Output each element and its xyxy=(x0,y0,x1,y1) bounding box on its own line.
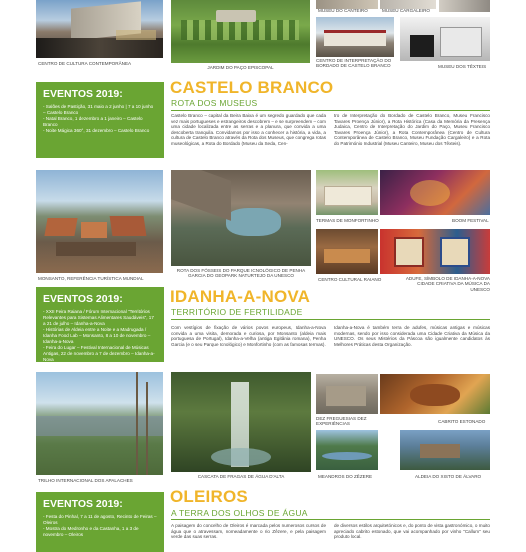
photo-bordado xyxy=(316,17,394,57)
caption-trilho-apalaches: TRILHO INTERNACIONAL DOS APALACHES xyxy=(38,478,133,483)
events-title: EVENTOS 2019: xyxy=(43,293,123,305)
body-text-col2: de diversos estilos arquitetónicos e, do ponto de vista gastronómico, o muito apreciado cabrito estonado, que vai acompanhado por vinho "Callum" seu produto local. xyxy=(334,523,490,540)
photo-jardim-paco xyxy=(171,0,310,63)
caption-jardim-paco: JARDIM DO PAÇO EPISCOPAL xyxy=(207,65,274,70)
event-item: - Histórias de Aldeia entre a Noite e a Madrugada / Idanha Food Lab – Monsanto, 8 a 10 de novembro – Idanha-a-Nova xyxy=(43,327,151,344)
events-title: EVENTOS 2019: xyxy=(43,498,123,510)
events-list xyxy=(43,309,157,363)
caption-aldeia-xisto: ALDEIA DO XISTO DE ÁLVARO xyxy=(415,474,482,479)
photo-centro-cultura xyxy=(36,0,163,58)
events-box-idanha xyxy=(36,287,164,362)
caption-penha-garcia: ROTA DOS FÓSSEIS DO PARQUE ICNOLÓGICO DE PENHA GARCIA DO GEOPARK NATURTEJO DA UNESCO xyxy=(176,268,306,279)
events-list xyxy=(43,514,157,538)
caption-centro-cultural-raiano: CENTRO CULTURAL RAIANO xyxy=(318,277,382,282)
section-title: OLEIROS xyxy=(170,487,248,506)
photo-monsanto xyxy=(36,170,163,273)
caption-monsanto: MONSANTO, REFERÊNCIA TURÍSTICA MUNDIAL xyxy=(38,276,144,281)
body-text-col1: Castelo Branco – capital da Beira Baixa é um segredo guardado que cada vez mais portugueses e estrangeiros descobrem – e se surpreendem – com uma cidade localizada entre as serras e a planura, que convida a uma descoberta tranquila. Convidamos por isso a conhecer a história, a vida, a cultura de Castelo Branco através da Rota dos Museus, que congrega rotas museológicas, a Rota do Bordado (Museu da Seda, Cen- xyxy=(171,113,326,146)
caption-boom-festival: BOOM FESTIVAL xyxy=(452,218,489,223)
caption-bordado: CENTRO DE INTERPRETAÇÃO DO BORDADO DE CASTELO BRANCO xyxy=(316,58,392,69)
events-box-oleiros xyxy=(36,492,164,552)
event-item: - Natal Branco, 1 dezembro a 1 janeiro – Castelo Branco xyxy=(43,116,143,127)
body-text-col2: tro de Interpretação do Bordado de Castelo Branco, Museu Francisco Tavares Proença Júnior), a Rota Histórica (Casa da Memória da Presença Judaica, Centro de Interpretação do Jardim do Paço, Museu Francisco Tavares Proença Júnior), a Rota Contemporânea (Centro de Cultura Contemporânea de Castelo Branco, Museu Fundação Cargaleiro) e a Rota do Património Industrial (Museu Canteiro, Museu dos Têxteis). xyxy=(334,113,490,146)
photo-trilho-apalaches xyxy=(36,372,163,475)
divider xyxy=(171,519,490,520)
event-item: - Feira do Lugar – Festival Internacional de Músicas Antigas, 22 de novembro a 7 de dezembro – Idanha-a-Nova xyxy=(43,345,155,362)
caption-museu-cargaleiro: MUSEU CARGALEIRO xyxy=(382,8,430,13)
event-item: - Mostra do Medronho e da Castanha, 1 a 3 de novembro – Oleiros xyxy=(43,526,139,537)
photo-aldeia-xisto xyxy=(400,430,490,470)
photo-meandros-zezere xyxy=(316,430,378,470)
photo-termas-monfortinho xyxy=(316,170,378,215)
events-box-castelo-branco xyxy=(36,82,164,158)
event-item: - Salões de Pastição, 31 maio a 2 junho | 7 a 10 junho – Castelo Branco xyxy=(43,104,154,115)
events-list xyxy=(43,104,157,134)
photo-cascata-fragas xyxy=(171,372,311,472)
photo-top-right xyxy=(439,0,490,12)
section-subtitle: A TERRA DOS OLHOS DE ÁGUA xyxy=(171,508,308,518)
body-text-col2: Idanha-a-Nova é também terra de adufes, músicas antigas e músicas modernas, sendo por isso considerada uma Cidade Criativa da Música da UNESCO. Os seus Mistérios da Páscoa são igualmente candidatos às Melhores Práticas desta Organização. xyxy=(334,325,490,347)
section-title: CASTELO BRANCO xyxy=(170,78,334,97)
photo-dez-freguesias xyxy=(316,374,378,414)
caption-meandros-zezere: MEANDROS DO ZÊZERE xyxy=(318,474,373,479)
section-subtitle: TERRITÓRIO DE FERTILIDADE xyxy=(171,307,303,317)
caption-centro-cultura: CENTRO DE CULTURA CONTEMPORÂNEA xyxy=(38,61,132,66)
caption-termas-monfortinho: TERMAS DE MONFORTINHO xyxy=(316,218,379,223)
photo-boom-festival xyxy=(380,170,490,215)
event-item: - Festa do Pinhal, 7 a 11 de agosto, Recinto de Feiras – Oleiros xyxy=(43,514,157,525)
photo-adufe xyxy=(380,229,490,274)
event-item: - XXII Feira Raiana / Fórum Internacional "Territórios Relevantes para Sistemas Alimentares Saudáveis", 17 a 21 de julho – Idanha-a-Nova xyxy=(43,309,154,326)
event-item: - Noite Mágica 360°, 31 dezembro – Castelo Branco xyxy=(43,128,150,133)
divider xyxy=(171,110,490,111)
caption-cabrito-estonado: CABRITO ESTONADO xyxy=(438,419,486,424)
caption-museu-canteiro: MUSEU DO CANTEIRO xyxy=(318,8,368,13)
caption-dez-freguesias: DEZ FREGUESIAS DEZ EXPERIÊNCIAS xyxy=(316,416,367,427)
photo-cabrito-estonado xyxy=(380,374,490,414)
caption-museu-texteis: MUSEU DOS TÊXTEIS xyxy=(438,64,487,69)
body-text-col1: Com vestígios de fixação de vários povos europeus, Idanha-a-Nova convida a uma visita, demorada e curiosa, por Monsanto (aldeia mais portuguesa de Portugal), Idanha-a-Velha (antiga Egitânia romana), Penha Garcia (e o seu Parque Icnológico) e Monfortinho (com as famosas termas). xyxy=(171,325,326,347)
photo-museu-texteis xyxy=(400,17,490,61)
caption-adufe: ADUFE, SÍMBOLO DE IDANHA-A-NOVA CIDADE CRIATIVA DA MÚSICA DA UNESCO xyxy=(405,276,490,292)
divider xyxy=(171,319,490,320)
caption-cascata-fragas: CASCATA DE FRAGAS DE ÁGUA D'ALTA xyxy=(197,474,285,479)
section-title: IDANHA-A-NOVA xyxy=(170,287,311,306)
photo-centro-cultural-raiano xyxy=(316,229,378,274)
body-text-col1: A paisagem do concelho de Oleiros é marcada pelos numerosos cursos de água que o atravessam, nomeadamente o rio Zêzere, e pela paisagem verde das suas serras. xyxy=(171,523,326,540)
events-title: EVENTOS 2019: xyxy=(43,88,123,100)
photo-penha-garcia xyxy=(171,170,311,266)
section-subtitle: ROTA DOS MUSEUS xyxy=(171,98,258,108)
